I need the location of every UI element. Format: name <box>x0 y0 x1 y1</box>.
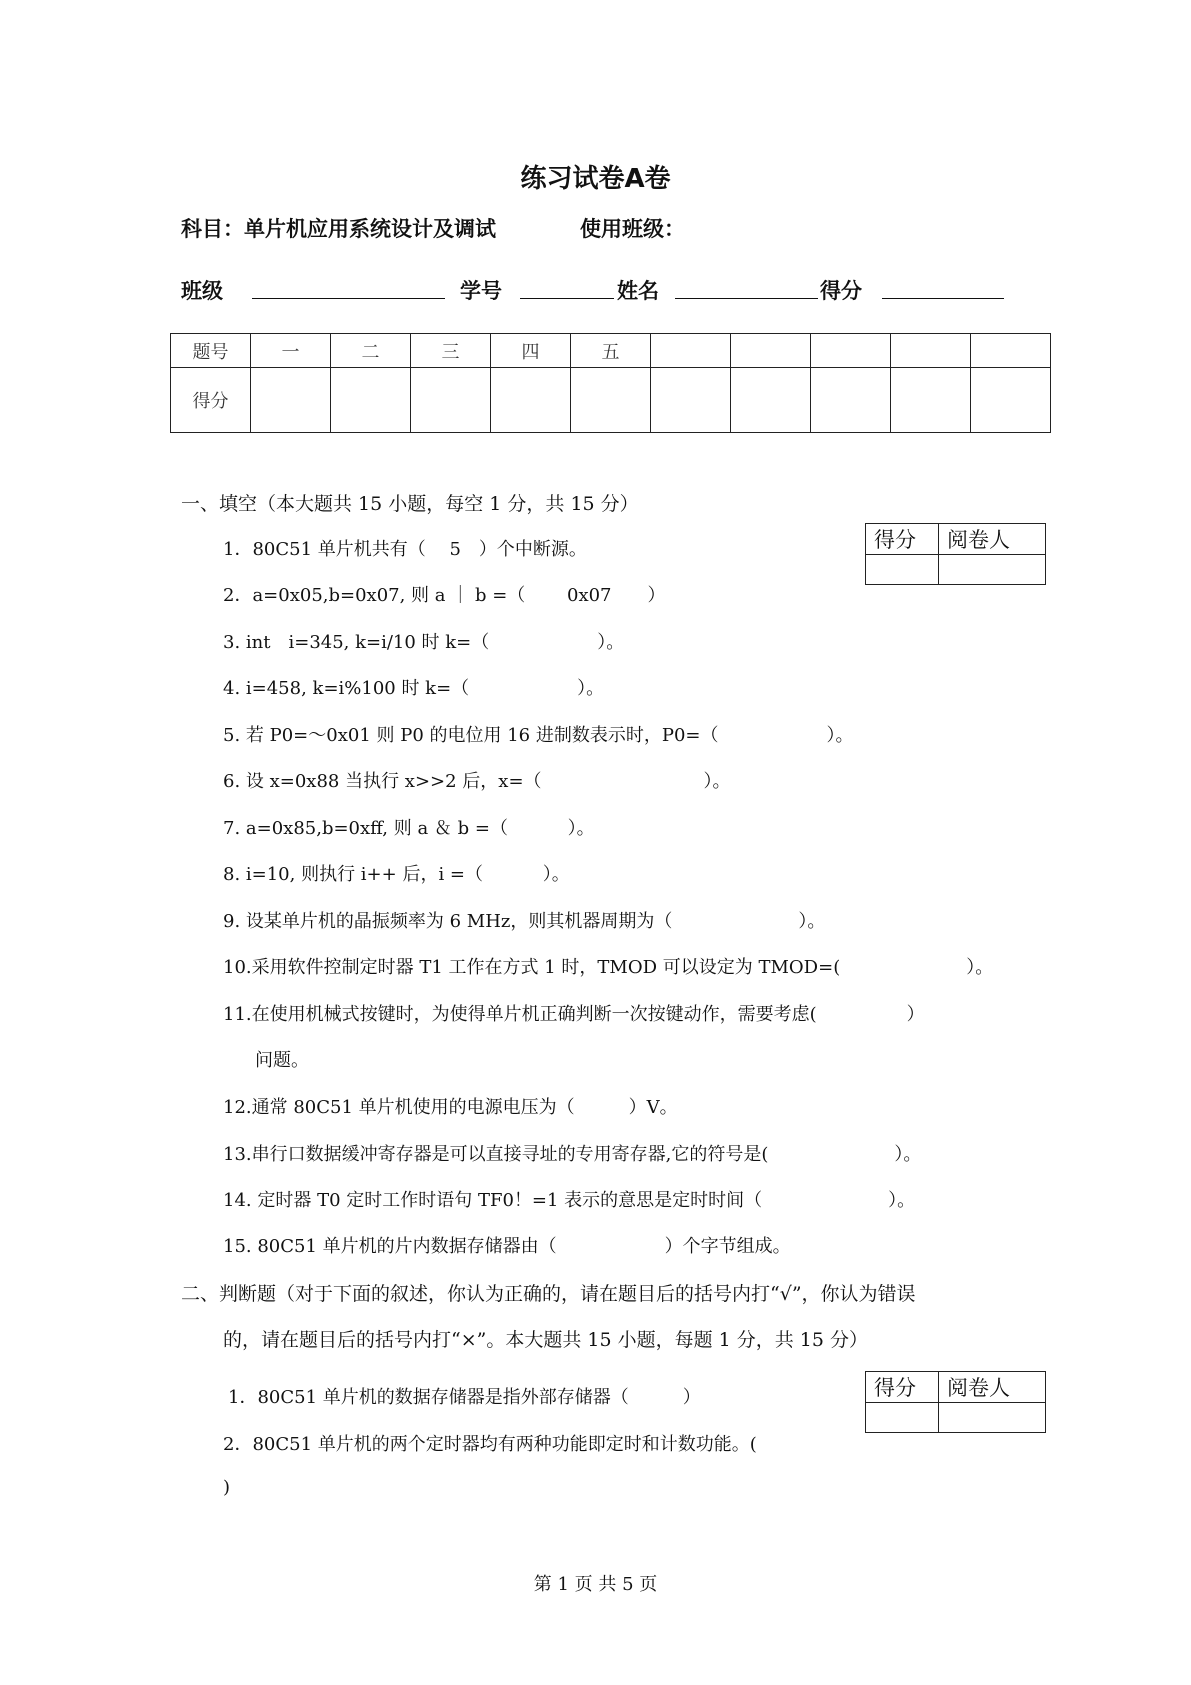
question-1-3: 3. int i=345, k=i/10 时 k=（ ）。 <box>223 632 625 653</box>
score-table-row-label: 得分 <box>171 368 251 433</box>
score-cell[interactable] <box>491 368 571 433</box>
question-2-2-cont: ) <box>223 1477 231 1498</box>
name-label: 姓名 <box>617 279 659 303</box>
page-footer: 第 1 页 共 5 页 <box>533 1574 658 1595</box>
question-1-6: 6. 设 x=0x88 当执行 x>>2 后，x=（ ）。 <box>223 771 731 792</box>
score-cell[interactable] <box>811 368 891 433</box>
score-table-header-cell: 一 <box>251 334 331 368</box>
student-no-label: 学号 <box>460 279 502 303</box>
question-1-7: 7. a=0x85,b=0xff, 则 a ＆ b =（ ）。 <box>223 818 595 839</box>
score-cell[interactable] <box>571 368 651 433</box>
grader-reviewer-cell[interactable] <box>939 555 1046 585</box>
class-use-label: 使用班级： <box>580 217 685 241</box>
score-blank <box>882 298 1004 299</box>
score-label: 得分 <box>820 279 862 303</box>
score-cell[interactable] <box>331 368 411 433</box>
score-cell[interactable] <box>651 368 731 433</box>
score-table-header-cell: 三 <box>411 334 491 368</box>
question-1-15: 15. 80C51 单片机的片内数据存储器由（ ）个字节组成。 <box>223 1236 791 1257</box>
score-table-header-cell <box>731 334 811 368</box>
student-no-blank <box>520 298 614 299</box>
subject-line: 科目：单片机应用系统设计及调试 <box>181 217 496 241</box>
score-table-header-cell: 四 <box>491 334 571 368</box>
score-table-score-row <box>171 368 1051 433</box>
score-table <box>170 333 1051 433</box>
score-cell[interactable] <box>891 368 971 433</box>
question-1-9: 9. 设某单片机的晶振频率为 6 MHz，则其机器周期为（ ）。 <box>223 911 826 932</box>
grader-box-section1 <box>865 523 1046 585</box>
question-2-2: 2．80C51 单片机的两个定时器均有两种功能即定时和计数功能。( <box>223 1434 757 1455</box>
score-table-header-cell <box>651 334 731 368</box>
question-1-12: 12.通常 80C51 单片机使用的电源电压为（ ）V。 <box>223 1097 678 1118</box>
question-1-4: 4. i=458, k=i%100 时 k=（ ）。 <box>223 678 605 699</box>
question-2-1: 1．80C51 单片机的数据存储器是指外部存储器（ ） <box>228 1387 701 1408</box>
question-1-11: 11.在使用机械式按键时，为使得单片机正确判断一次按键动作，需要考虑( ） <box>223 1004 925 1025</box>
grader-box-section2 <box>865 1371 1046 1433</box>
question-1-13: 13.串行口数据缓冲寄存器是可以直接寻址的专用寄存器,它的符号是( ）。 <box>223 1144 922 1165</box>
grader-score-label: 得分 <box>866 524 939 555</box>
score-table-header-cell <box>971 334 1051 368</box>
grader-score-label: 得分 <box>866 1372 939 1403</box>
score-cell[interactable] <box>411 368 491 433</box>
grader-score-cell[interactable] <box>866 555 939 585</box>
page-title: 练习试卷A卷 <box>520 164 671 194</box>
section1-title: 一、填空（本大题共 15 小题，每空 1 分，共 15 分） <box>181 493 639 515</box>
question-1-14: 14. 定时器 T0 定时工作时语句 TF0！=1 表示的意思是定时时间（ ）。 <box>223 1190 916 1211</box>
section2-title-line2: 的，请在题目后的括号内打“×”。本大题共 15 小题，每题 1 分，共 15 分） <box>223 1329 869 1351</box>
question-1-11-cont: 问题。 <box>255 1050 309 1071</box>
section2-title-line1: 二、判断题（对于下面的叙述，你认为正确的，请在题目后的括号内打“√”，你认为错误 <box>181 1283 916 1305</box>
class-blank <box>252 298 445 299</box>
score-cell[interactable] <box>251 368 331 433</box>
grader-reviewer-label: 阅卷人 <box>939 524 1046 555</box>
score-table-header-cell: 五 <box>571 334 651 368</box>
score-cell[interactable] <box>971 368 1051 433</box>
score-table-header-row <box>171 334 1051 368</box>
name-blank <box>675 298 818 299</box>
question-1-1: 1．80C51 单片机共有（ 5 ）个中断源。 <box>223 539 587 560</box>
question-1-10: 10.采用软件控制定时器 T1 工作在方式 1 时，TMOD 可以设定为 TMOD=( ）。 <box>223 957 994 978</box>
score-table-header-cell <box>891 334 971 368</box>
grader-reviewer-cell[interactable] <box>939 1403 1046 1433</box>
score-table-header-cell <box>811 334 891 368</box>
grader-reviewer-label: 阅卷人 <box>939 1372 1046 1403</box>
score-table-header-cell: 二 <box>331 334 411 368</box>
grader-score-cell[interactable] <box>866 1403 939 1433</box>
question-1-2: 2．a=0x05,b=0x07, 则 a ｜ b =（ 0x07 ） <box>223 585 666 606</box>
score-table-header-cell: 题号 <box>171 334 251 368</box>
question-1-8: 8. i=10, 则执行 i++ 后，i =（ ）。 <box>223 864 570 885</box>
score-cell[interactable] <box>731 368 811 433</box>
class-label: 班级 <box>181 279 223 303</box>
question-1-5: 5. 若 P0=～0x01 则 P0 的电位用 16 进制数表示时，P0=（ ）。 <box>223 725 854 746</box>
